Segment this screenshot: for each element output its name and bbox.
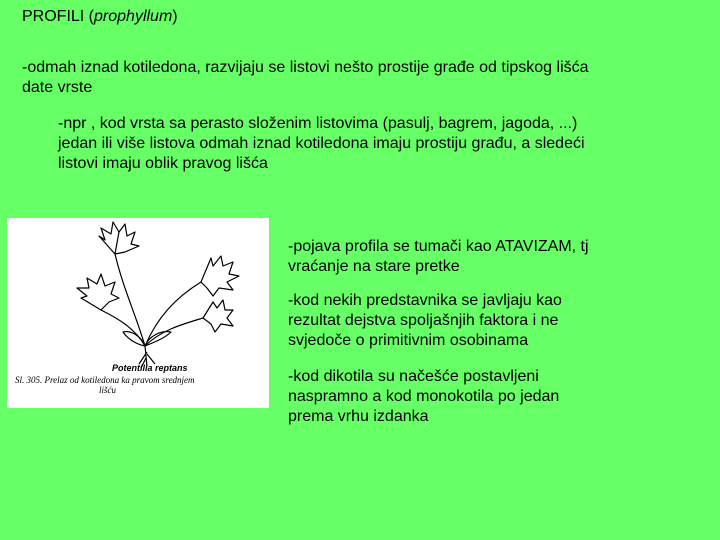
title-italic-term: prophyllum	[94, 8, 173, 25]
paragraph-line: -odmah iznad kotiledona, razvijaju se listovi nešto prostije građe od tipskog lišća	[22, 59, 589, 76]
leaf-top-left	[99, 222, 139, 254]
slide-title	[22, 7, 178, 27]
leaf-top-right	[201, 256, 239, 296]
bullet-atavism	[288, 237, 668, 277]
bullet-line: -kod dikotila su načešće postavljeni	[288, 368, 539, 385]
leaf-lower-left	[77, 274, 119, 310]
bullet-line: vraćanje na stare pretke	[288, 258, 460, 275]
paragraph-line: listovi imaju oblik pravog lišća	[58, 155, 268, 172]
bullet-line: naspramno a kod monokotila po jedan	[288, 388, 560, 405]
paragraph-line: jedan ili više listova odmah iznad kotiledona imaju prostiju građu, a sledeći	[58, 135, 585, 152]
bullet-line: rezultat dejstva spoljašnjih faktora i ne	[288, 312, 559, 329]
title-close-paren: )	[172, 8, 178, 25]
caption-line: lišću	[99, 385, 116, 395]
plant-figure	[7, 218, 269, 408]
bullet-line: -kod nekih predstavnika se javljaju kao	[288, 292, 562, 309]
bullet-arrangement	[288, 367, 668, 427]
species-label: Potentilla reptans	[112, 363, 188, 373]
paragraph-intro	[22, 58, 682, 98]
bullet-line: -pojava profila se tumači kao ATAVIZAM, tj	[288, 238, 589, 255]
bullet-line: svjedoče o primitivnim osobinama	[288, 332, 529, 349]
figure-caption	[15, 375, 265, 395]
paragraph-example	[58, 114, 658, 174]
stem-lower-left	[101, 310, 145, 346]
bullet-external-factors	[288, 291, 668, 351]
paragraph-line: -npr , kod vrsta sa perasto složenim listovima (pasulj, bagrem, jagoda, ...)	[58, 115, 578, 132]
caption-line: Sl. 305. Prelaz od kotiledona ka pravom srednjem	[15, 375, 195, 385]
bullet-line: prema vrhu izdanka	[288, 408, 429, 425]
title-text: PROFILI (	[22, 8, 95, 25]
paragraph-line: date vrste	[22, 79, 93, 96]
leaf-lower-right	[203, 300, 233, 332]
